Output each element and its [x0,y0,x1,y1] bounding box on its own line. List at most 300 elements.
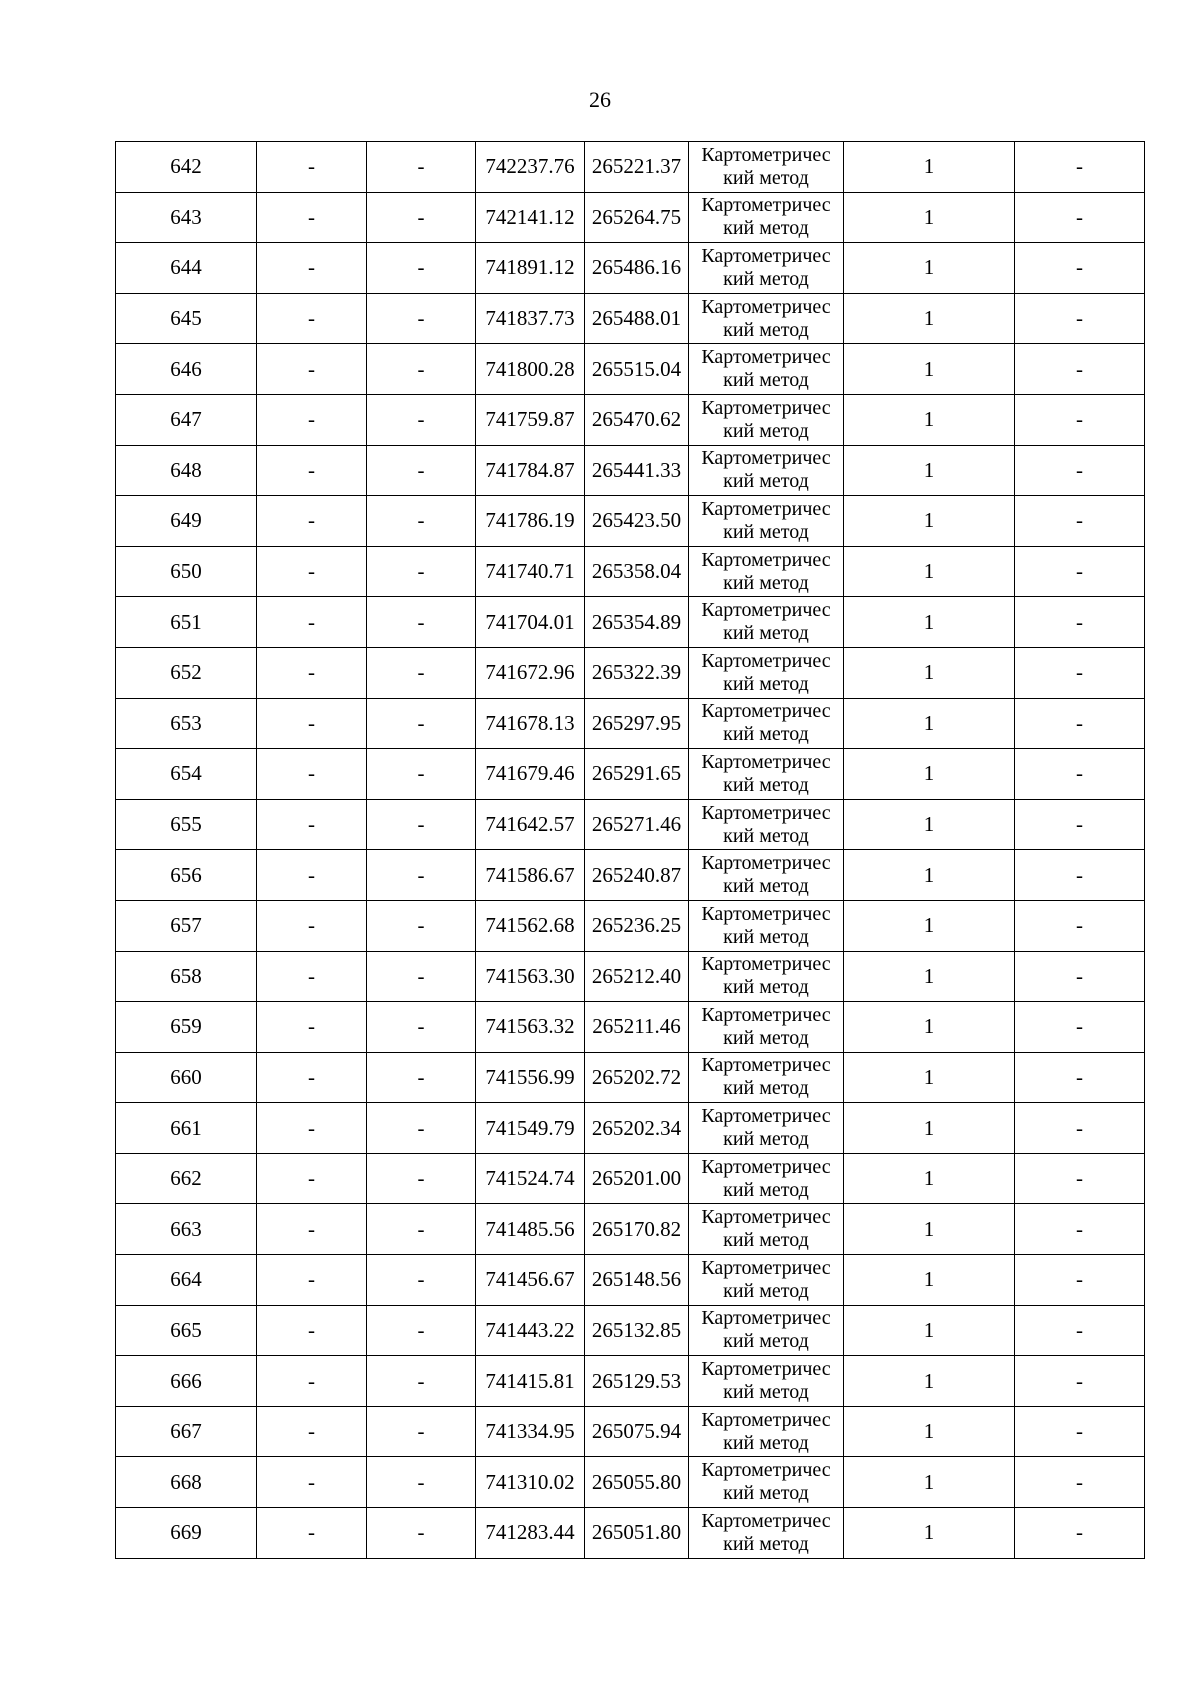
y-coordinate-cell: 265423.50 [585,496,689,547]
accuracy-cell: 1 [844,1103,1015,1154]
column-3-cell: - [367,293,476,344]
x-coordinate-cell: 742237.76 [476,142,585,193]
method-line-2: кий метод [723,369,809,392]
accuracy-cell: 1 [844,1457,1015,1508]
column-3-cell: - [367,647,476,698]
table-row [116,394,1145,445]
point-number-cell: 643 [116,192,257,243]
point-number-cell: 656 [116,850,257,901]
point-number-cell: 655 [116,799,257,850]
method-cell [689,1103,844,1154]
method-line-1: Картометричес [701,801,831,824]
method-line-2: кий метод [723,976,809,999]
column-3-cell: - [367,445,476,496]
note-cell: - [1015,496,1145,547]
method-line-1: Картометричес [701,1307,831,1330]
y-coordinate-cell: 265271.46 [585,799,689,850]
note-cell: - [1015,445,1145,496]
y-coordinate-cell: 265470.62 [585,394,689,445]
method-line-2: кий метод [723,217,809,240]
column-2-cell: - [257,1204,367,1255]
column-2-cell: - [257,496,367,547]
y-coordinate-cell: 265264.75 [585,192,689,243]
method-line-1: Картометричес [701,143,831,166]
point-number-cell: 653 [116,698,257,749]
method-cell [689,1255,844,1306]
method-line-2: кий метод [723,1279,809,1302]
accuracy-cell: 1 [844,749,1015,800]
method-line-2: кий метод [723,1026,809,1049]
method-cell [689,445,844,496]
method-line-1: Картометричес [701,1206,831,1229]
method-cell [689,546,844,597]
column-2-cell: - [257,799,367,850]
x-coordinate-cell: 741485.56 [476,1204,585,1255]
method-cell [689,1406,844,1457]
method-line-1: Картометричес [701,953,831,976]
table-row [116,142,1145,193]
column-3-cell: - [367,496,476,547]
point-number-cell: 662 [116,1153,257,1204]
method-line-2: кий метод [723,672,809,695]
y-coordinate-cell: 265202.72 [585,1052,689,1103]
method-line-1: Картометричес [701,700,831,723]
method-line-1: Картометричес [701,548,831,571]
column-2-cell: - [257,243,367,294]
page-number: 26 [589,87,611,112]
column-2-cell: - [257,1356,367,1407]
table-row [116,243,1145,294]
x-coordinate-cell: 741800.28 [476,344,585,395]
point-number-cell: 658 [116,951,257,1002]
x-coordinate-cell: 741456.67 [476,1255,585,1306]
method-cell [689,192,844,243]
column-2-cell: - [257,1103,367,1154]
y-coordinate-cell: 265240.87 [585,850,689,901]
method-line-1: Картометричес [701,194,831,217]
method-line-1: Картометричес [701,244,831,267]
accuracy-cell: 1 [844,546,1015,597]
accuracy-cell: 1 [844,293,1015,344]
column-2-cell: - [257,749,367,800]
note-cell: - [1015,344,1145,395]
accuracy-cell: 1 [844,394,1015,445]
column-3-cell: - [367,546,476,597]
method-cell [689,1305,844,1356]
method-cell [689,1508,844,1559]
note-cell: - [1015,799,1145,850]
method-cell [689,1002,844,1053]
point-number-cell: 661 [116,1103,257,1154]
method-line-1: Картометричес [701,1408,831,1431]
y-coordinate-cell: 265291.65 [585,749,689,800]
column-2-cell: - [257,597,367,648]
column-3-cell: - [367,1052,476,1103]
column-2-cell: - [257,1153,367,1204]
table-row [116,546,1145,597]
column-2-cell: - [257,900,367,951]
x-coordinate-cell: 741740.71 [476,546,585,597]
y-coordinate-cell: 265075.94 [585,1406,689,1457]
method-line-1: Картометричес [701,295,831,318]
accuracy-cell: 1 [844,1255,1015,1306]
point-number-cell: 651 [116,597,257,648]
method-cell [689,496,844,547]
note-cell: - [1015,243,1145,294]
point-number-cell: 666 [116,1356,257,1407]
column-3-cell: - [367,597,476,648]
method-cell [689,344,844,395]
x-coordinate-cell: 741563.32 [476,1002,585,1053]
accuracy-cell: 1 [844,1406,1015,1457]
y-coordinate-cell: 265212.40 [585,951,689,1002]
accuracy-cell: 1 [844,698,1015,749]
column-2-cell: - [257,344,367,395]
method-line-1: Картометричес [701,1105,831,1128]
table-row [116,1204,1145,1255]
point-number-cell: 667 [116,1406,257,1457]
note-cell: - [1015,1457,1145,1508]
note-cell: - [1015,1255,1145,1306]
table-row [116,496,1145,547]
method-line-2: кий метод [723,1431,809,1454]
column-3-cell: - [367,698,476,749]
method-line-1: Картометричес [701,1256,831,1279]
column-3-cell: - [367,799,476,850]
x-coordinate-cell: 741562.68 [476,900,585,951]
method-line-2: кий метод [723,925,809,948]
method-cell [689,1153,844,1204]
method-line-2: кий метод [723,875,809,898]
table-row [116,1406,1145,1457]
x-coordinate-cell: 741563.30 [476,951,585,1002]
point-number-cell: 654 [116,749,257,800]
accuracy-cell: 1 [844,445,1015,496]
column-3-cell: - [367,900,476,951]
note-cell: - [1015,1356,1145,1407]
x-coordinate-cell: 741642.57 [476,799,585,850]
note-cell: - [1015,394,1145,445]
method-cell [689,293,844,344]
method-cell [689,647,844,698]
x-coordinate-cell: 741586.67 [476,850,585,901]
column-3-cell: - [367,192,476,243]
x-coordinate-cell: 741310.02 [476,1457,585,1508]
column-3-cell: - [367,1153,476,1204]
column-2-cell: - [257,445,367,496]
method-line-1: Картометричес [701,346,831,369]
method-line-2: кий метод [723,1381,809,1404]
table-row [116,749,1145,800]
column-3-cell: - [367,1204,476,1255]
method-cell [689,597,844,648]
point-number-cell: 646 [116,344,257,395]
x-coordinate-cell: 741679.46 [476,749,585,800]
table-row [116,900,1145,951]
method-line-1: Картометричес [701,750,831,773]
column-2-cell: - [257,1406,367,1457]
note-cell: - [1015,1204,1145,1255]
method-cell [689,1457,844,1508]
x-coordinate-cell: 741283.44 [476,1508,585,1559]
y-coordinate-cell: 265055.80 [585,1457,689,1508]
table-row [116,698,1145,749]
accuracy-cell: 1 [844,597,1015,648]
method-line-2: кий метод [723,1482,809,1505]
accuracy-cell: 1 [844,1052,1015,1103]
note-cell: - [1015,192,1145,243]
accuracy-cell: 1 [844,799,1015,850]
note-cell: - [1015,1153,1145,1204]
accuracy-cell: 1 [844,1153,1015,1204]
point-number-cell: 657 [116,900,257,951]
column-2-cell: - [257,1457,367,1508]
method-line-1: Картометричес [701,447,831,470]
column-2-cell: - [257,1052,367,1103]
accuracy-cell: 1 [844,850,1015,901]
y-coordinate-cell: 265051.80 [585,1508,689,1559]
method-line-2: кий метод [723,1128,809,1151]
note-cell: - [1015,698,1145,749]
method-cell [689,749,844,800]
method-cell [689,850,844,901]
note-cell: - [1015,293,1145,344]
column-2-cell: - [257,142,367,193]
x-coordinate-cell: 741524.74 [476,1153,585,1204]
accuracy-cell: 1 [844,1356,1015,1407]
table-row [116,1457,1145,1508]
table-row [116,344,1145,395]
note-cell: - [1015,1406,1145,1457]
column-2-cell: - [257,1305,367,1356]
table-row [116,597,1145,648]
method-line-2: кий метод [723,1532,809,1555]
point-number-cell: 649 [116,496,257,547]
column-3-cell: - [367,1457,476,1508]
method-line-2: кий метод [723,773,809,796]
column-2-cell: - [257,1255,367,1306]
column-3-cell: - [367,1508,476,1559]
table-row [116,1052,1145,1103]
x-coordinate-cell: 741784.87 [476,445,585,496]
method-line-2: кий метод [723,267,809,290]
method-cell [689,900,844,951]
column-3-cell: - [367,1406,476,1457]
point-number-cell: 660 [116,1052,257,1103]
column-2-cell: - [257,1002,367,1053]
method-line-1: Картометричес [701,1358,831,1381]
y-coordinate-cell: 265354.89 [585,597,689,648]
y-coordinate-cell: 265486.16 [585,243,689,294]
point-number-cell: 665 [116,1305,257,1356]
column-2-cell: - [257,546,367,597]
column-2-cell: - [257,850,367,901]
method-line-1: Картометричес [701,852,831,875]
y-coordinate-cell: 265358.04 [585,546,689,597]
y-coordinate-cell: 265170.82 [585,1204,689,1255]
accuracy-cell: 1 [844,951,1015,1002]
method-line-2: кий метод [723,1077,809,1100]
column-3-cell: - [367,1305,476,1356]
method-line-1: Картометричес [701,396,831,419]
point-number-cell: 652 [116,647,257,698]
note-cell: - [1015,647,1145,698]
coordinates-table-body [116,142,1145,1559]
table-row [116,1153,1145,1204]
accuracy-cell: 1 [844,900,1015,951]
x-coordinate-cell: 741759.87 [476,394,585,445]
method-cell [689,951,844,1002]
note-cell: - [1015,142,1145,193]
table-row [116,1508,1145,1559]
method-line-1: Картометричес [701,1155,831,1178]
note-cell: - [1015,900,1145,951]
x-coordinate-cell: 741891.12 [476,243,585,294]
column-3-cell: - [367,243,476,294]
table-row [116,1002,1145,1053]
point-number-cell: 650 [116,546,257,597]
column-3-cell: - [367,850,476,901]
y-coordinate-cell: 265221.37 [585,142,689,193]
y-coordinate-cell: 265488.01 [585,293,689,344]
table-row [116,293,1145,344]
method-line-1: Картометричес [701,1054,831,1077]
method-line-1: Картометричес [701,599,831,622]
point-number-cell: 642 [116,142,257,193]
accuracy-cell: 1 [844,1305,1015,1356]
note-cell: - [1015,597,1145,648]
y-coordinate-cell: 265202.34 [585,1103,689,1154]
table-row [116,1255,1145,1306]
x-coordinate-cell: 741678.13 [476,698,585,749]
note-cell: - [1015,1002,1145,1053]
x-coordinate-cell: 741672.96 [476,647,585,698]
accuracy-cell: 1 [844,496,1015,547]
accuracy-cell: 1 [844,1508,1015,1559]
accuracy-cell: 1 [844,192,1015,243]
note-cell: - [1015,1052,1145,1103]
note-cell: - [1015,546,1145,597]
column-2-cell: - [257,698,367,749]
method-cell [689,1356,844,1407]
table-row [116,1103,1145,1154]
y-coordinate-cell: 265515.04 [585,344,689,395]
point-number-cell: 668 [116,1457,257,1508]
point-number-cell: 644 [116,243,257,294]
table-row [116,1356,1145,1407]
column-3-cell: - [367,1356,476,1407]
note-cell: - [1015,749,1145,800]
method-line-2: кий метод [723,419,809,442]
x-coordinate-cell: 741334.95 [476,1406,585,1457]
method-cell [689,394,844,445]
column-3-cell: - [367,1255,476,1306]
table-row [116,951,1145,1002]
note-cell: - [1015,1103,1145,1154]
column-3-cell: - [367,142,476,193]
y-coordinate-cell: 265201.00 [585,1153,689,1204]
y-coordinate-cell: 265132.85 [585,1305,689,1356]
coordinates-table [115,141,1145,1559]
method-line-2: кий метод [723,723,809,746]
method-line-1: Картометричес [701,649,831,672]
table-row [116,1305,1145,1356]
method-line-1: Картометричес [701,1509,831,1532]
method-line-2: кий метод [723,1178,809,1201]
x-coordinate-cell: 741704.01 [476,597,585,648]
accuracy-cell: 1 [844,142,1015,193]
x-coordinate-cell: 741443.22 [476,1305,585,1356]
method-line-2: кий метод [723,622,809,645]
column-3-cell: - [367,1002,476,1053]
method-cell [689,142,844,193]
point-number-cell: 669 [116,1508,257,1559]
table-row [116,192,1145,243]
table-row [116,445,1145,496]
x-coordinate-cell: 741415.81 [476,1356,585,1407]
accuracy-cell: 1 [844,1204,1015,1255]
method-line-2: кий метод [723,1229,809,1252]
note-cell: - [1015,1508,1145,1559]
y-coordinate-cell: 265322.39 [585,647,689,698]
y-coordinate-cell: 265236.25 [585,900,689,951]
method-line-1: Картометричес [701,902,831,925]
point-number-cell: 648 [116,445,257,496]
y-coordinate-cell: 265211.46 [585,1002,689,1053]
method-line-2: кий метод [723,1330,809,1353]
method-line-1: Картометричес [701,1459,831,1482]
column-3-cell: - [367,951,476,1002]
note-cell: - [1015,951,1145,1002]
column-2-cell: - [257,1508,367,1559]
x-coordinate-cell: 741837.73 [476,293,585,344]
x-coordinate-cell: 741549.79 [476,1103,585,1154]
column-3-cell: - [367,1103,476,1154]
method-line-1: Картометричес [701,497,831,520]
column-3-cell: - [367,344,476,395]
method-line-2: кий метод [723,824,809,847]
x-coordinate-cell: 741786.19 [476,496,585,547]
table-row [116,799,1145,850]
method-line-2: кий метод [723,470,809,493]
method-cell [689,799,844,850]
accuracy-cell: 1 [844,243,1015,294]
x-coordinate-cell: 742141.12 [476,192,585,243]
y-coordinate-cell: 265148.56 [585,1255,689,1306]
point-number-cell: 647 [116,394,257,445]
point-number-cell: 663 [116,1204,257,1255]
method-cell [689,1052,844,1103]
accuracy-cell: 1 [844,647,1015,698]
method-line-2: кий метод [723,318,809,341]
note-cell: - [1015,1305,1145,1356]
method-line-1: Картометричес [701,1003,831,1026]
accuracy-cell: 1 [844,344,1015,395]
column-2-cell: - [257,647,367,698]
method-cell [689,1204,844,1255]
column-3-cell: - [367,749,476,800]
method-line-2: кий метод [723,571,809,594]
method-cell [689,698,844,749]
point-number-cell: 659 [116,1002,257,1053]
y-coordinate-cell: 265297.95 [585,698,689,749]
point-number-cell: 664 [116,1255,257,1306]
column-2-cell: - [257,293,367,344]
x-coordinate-cell: 741556.99 [476,1052,585,1103]
table-row [116,647,1145,698]
table-row [116,850,1145,901]
column-3-cell: - [367,394,476,445]
